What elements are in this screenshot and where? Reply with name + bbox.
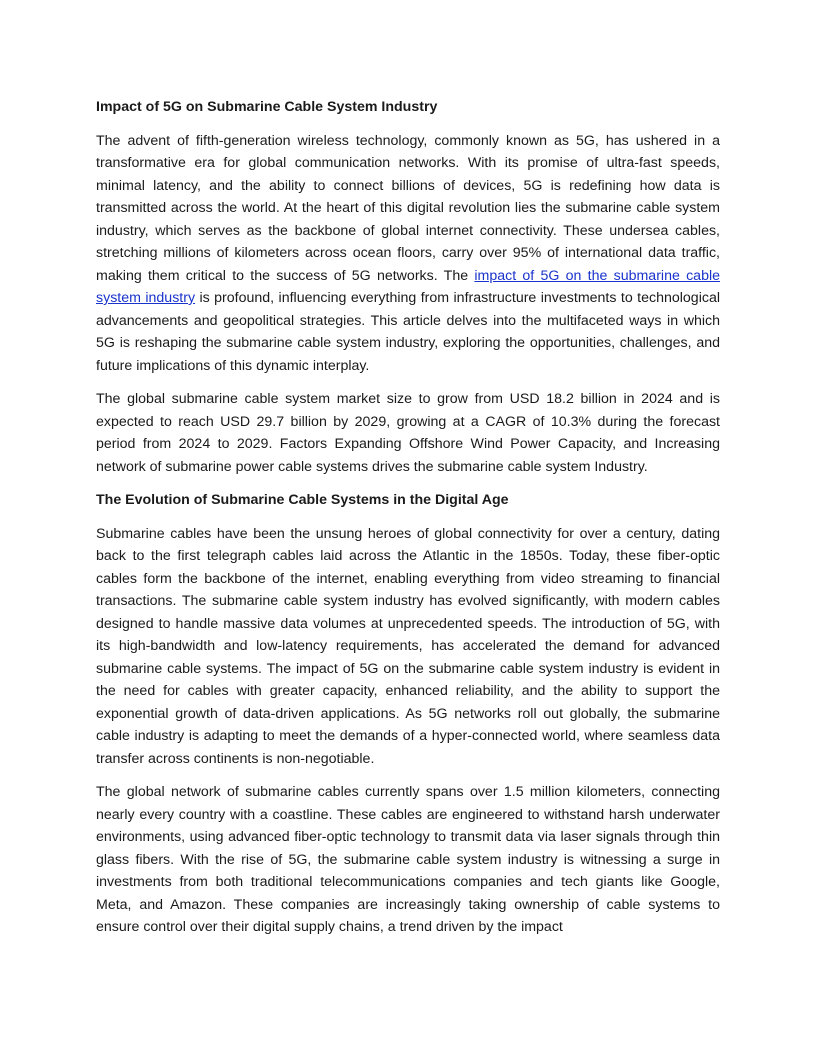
intro-text-before-link: The advent of fifth-generation wireless technology, commonly known as 5G, has ushered in a transformative era for global communication networks. With its promise of ultra-fast speeds, minimal latency, and the ability to connect billions of devices, 5G is redefining how data is transmitted across the world. At the heart of this digital revolution lies the submarine cable system industry, which serves as the backbone of global internet connectivity. These undersea cables, stretching millions of kilometers across ocean floors, carry over 95% of international data traffic, making them critical to the success of 5G networks. The (96, 132, 720, 284)
section-heading-evolution: The Evolution of Submarine Cable Systems in the Digital Age (96, 492, 509, 508)
document-title: Impact of 5G on Submarine Cable System Industry (96, 99, 438, 115)
document-page (96, 96, 720, 950)
network-paragraph: The global network of submarine cables currently spans over 1.5 million kilometers, connecting nearly every country with a coastline. These cables are engineered to withstand harsh underwater environments, using advanced fiber-optic technology to transmit data via laser signals through thin glass fibers. With the rise of 5G, the submarine cable system industry is witnessing a surge in investments from both traditional telecommunications companies and tech giants like Google, Meta, and Amazon. These companies are increasingly taking ownership of cable systems to ensure control over their digital supply chains, a trend driven by the impact (96, 784, 720, 935)
evolution-paragraph: Submarine cables have been the unsung heroes of global connectivity for over a century, dating back to the first telegraph cables laid across the Atlantic in the 1850s. Today, these fiber-optic cables form the backbone of the internet, enabling everything from video streaming to financial transactions. The submarine cable system industry has evolved significantly, with modern cables designed to handle massive data volumes at unprecedented speeds. The introduction of 5G, with its high-bandwidth and low-latency requirements, has accelerated the demand for advanced submarine cable systems. The impact of 5G on the submarine cable system industry is evident in the need for cables with greater capacity, enhanced reliability, and the ability to support the exponential growth of data-driven applications. As 5G networks roll out globally, the submarine cable industry is adapting to meet the demands of a hyper-connected world, where seamless data transfer across continents is non-negotiable. (96, 525, 720, 767)
market-paragraph: The global submarine cable system market size to grow from USD 18.2 billion in 2024 and is expected to reach USD 29.7 billion by 2029, growing at a CAGR of 10.3% during the forecast period from 2024 to 2029. Factors Expanding Offshore Wind Power Capacity, and Increasing network of submarine power cable systems drives the submarine cable system Industry. (96, 391, 720, 475)
intro-text-after-link: is profound, influencing everything from infrastructure investments to technological advancements and geopolitical strategies. This article delves into the multifaceted ways in which 5G is reshaping the submarine cable system industry, exploring the opportunities, challenges, and future implications of this dynamic interplay. (96, 290, 720, 374)
intro-paragraph (96, 130, 720, 378)
impact-link[interactable]: impact of 5G on the submarine cable system industry (96, 267, 721, 306)
